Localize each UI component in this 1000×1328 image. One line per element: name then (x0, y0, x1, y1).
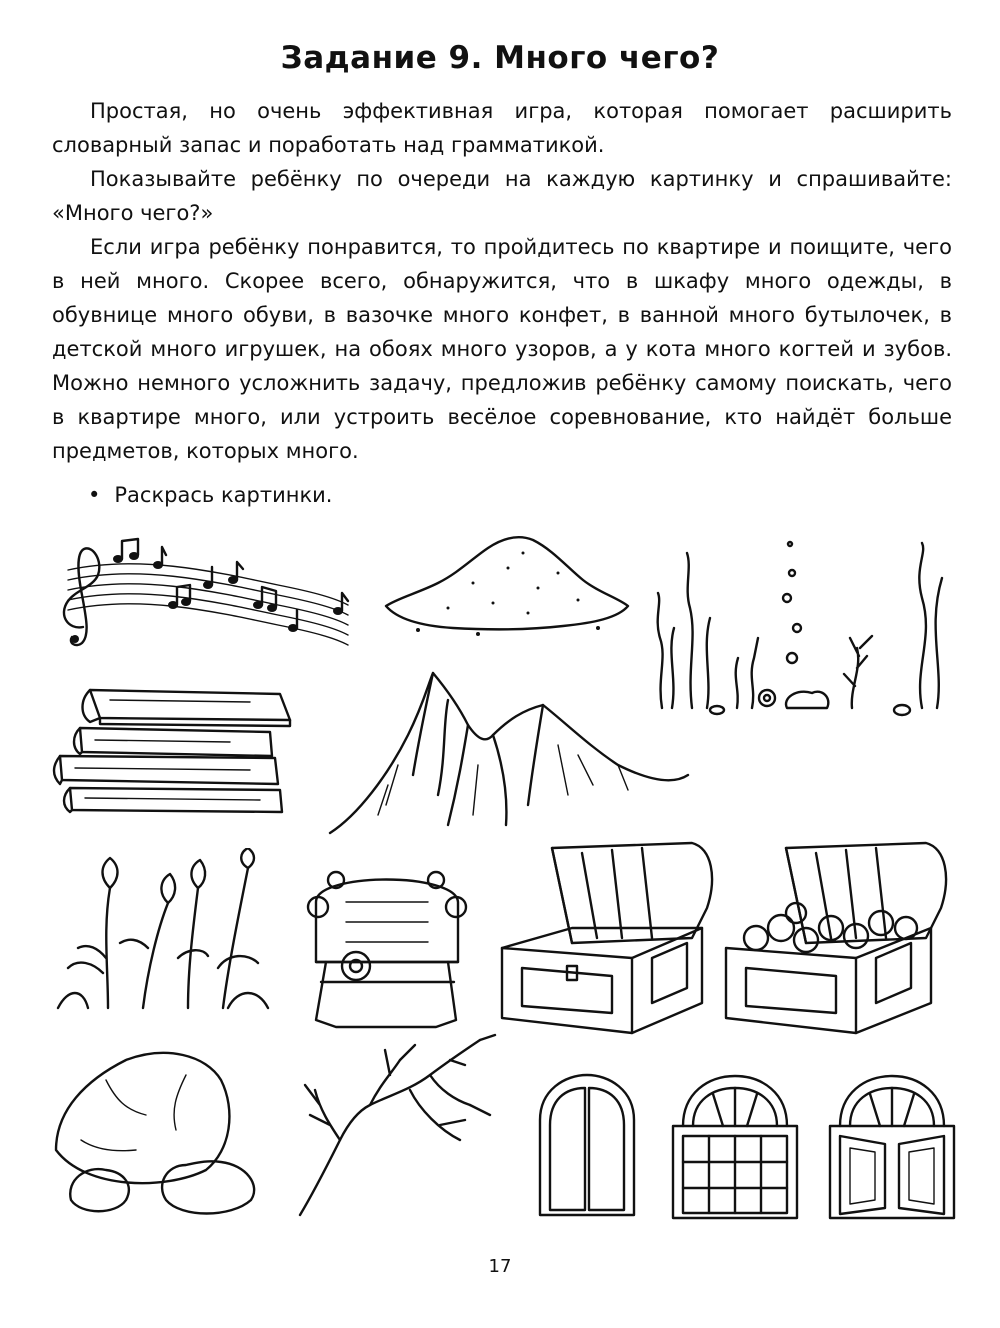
arch-door-icon (535, 1070, 639, 1218)
open-window-icon (825, 1068, 959, 1220)
mountains-icon (328, 665, 690, 840)
page-number: 17 (488, 1256, 512, 1277)
music-notes-icon (48, 535, 358, 655)
instruction-text (52, 94, 952, 468)
paragraph: Простая, но очень эффективная игра, которая помогает расширить словарный запас и поработать над грамматикой. (52, 99, 952, 157)
seaweed-icon (652, 538, 952, 718)
bullet-marker: • (88, 483, 101, 507)
bullet-text: Раскрась картинки. (114, 483, 333, 507)
books-stack-icon (50, 680, 300, 820)
flowers-icon (48, 848, 280, 1018)
paragraph: Если игра ребёнку понравится, то пройдитесь по квартире и поищите, чего в ней много. Скорее всего, обнаружится, что в шкафу много одежды, в обувнице много обуви, в вазочке много конфет, в ванной много бутылочек, в детской много игрушек, на обоях много узоров, а у кота много когтей и зубов. Можно немного усложнить задачу, предложив ребёнку самому поискать, чего в квартире много, или устроить весёлое соревнование, кто найдёт больше предметов, которых много. (52, 235, 952, 463)
closed-chest-icon (296, 862, 478, 1032)
stones-icon (46, 1040, 268, 1222)
task-bullet (88, 478, 332, 512)
lattice-window-icon (668, 1068, 802, 1220)
empty-chest-icon (492, 828, 720, 1040)
paragraph: Показывайте ребёнку по очереди на каждую картинку и спрашивайте: «Много чего?» (52, 167, 952, 225)
sand-pile-icon (378, 528, 634, 648)
page-title: Задание 9. Много чего? (280, 40, 720, 76)
treasure-chest-icon (716, 828, 950, 1040)
branch-icon (290, 1030, 498, 1222)
